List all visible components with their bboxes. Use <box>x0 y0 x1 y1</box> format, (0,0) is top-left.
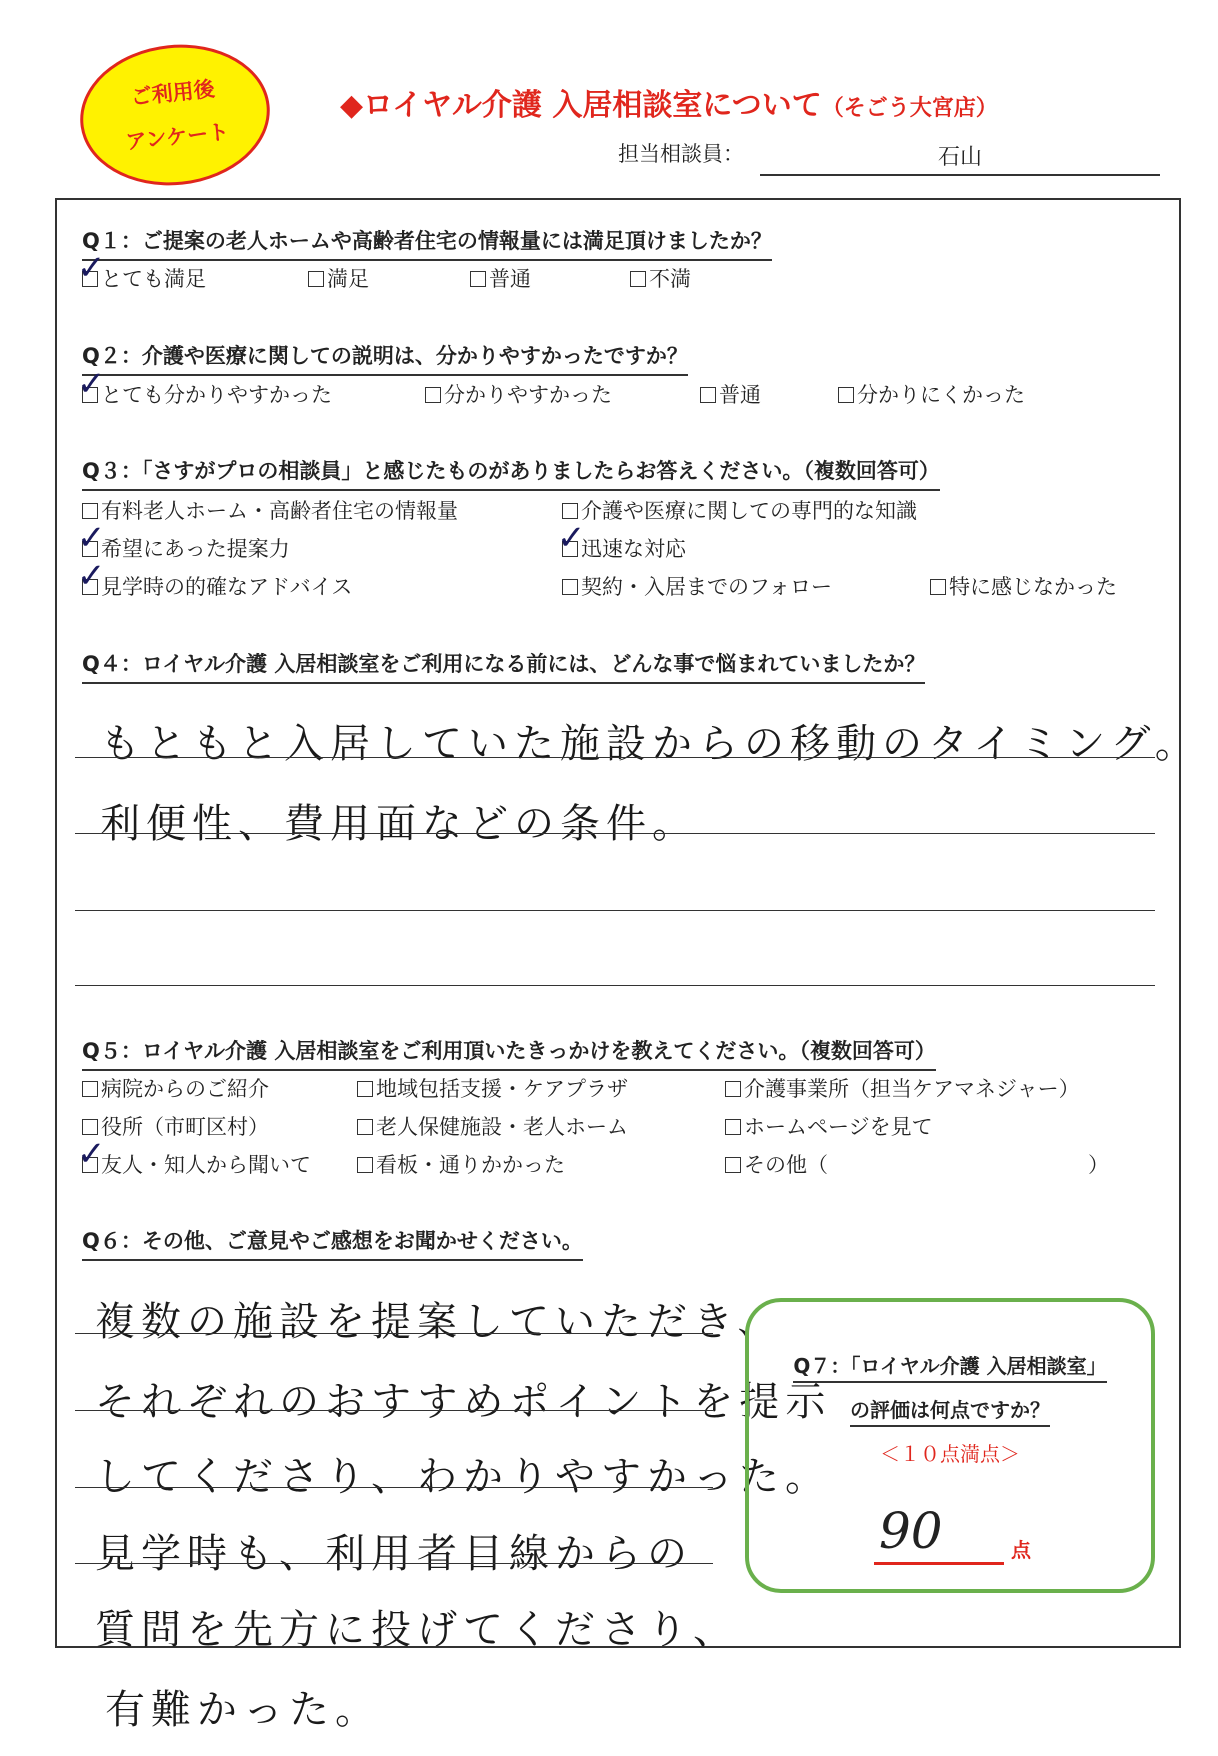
q4-answer-line1: もともと入居していた施設からの移動のタイミング。 <box>100 721 1201 767</box>
q3-option-tour-advice[interactable]: ✓ 見学時の的確なアドバイス <box>77 556 353 599</box>
checkmark-icon: ✓ <box>77 1134 106 1174</box>
q3-option-proposal-ability[interactable]: ✓ 希望にあった提案力 <box>77 518 290 561</box>
checkbox-icon <box>700 387 716 403</box>
checkbox-icon <box>357 1119 373 1135</box>
checkbox-icon <box>838 387 854 403</box>
checkbox-icon <box>77 518 106 558</box>
checkbox-icon <box>77 556 106 596</box>
q5-option-homepage[interactable]: ホームページを見て <box>725 1111 933 1141</box>
checkbox-icon <box>82 503 98 519</box>
q7-rating-box <box>745 1298 1155 1593</box>
q3-option-none[interactable]: 特に感じなかった <box>930 571 1117 601</box>
checkmark-icon: ✓ <box>557 518 586 558</box>
q5-option-hospital[interactable]: 病院からのご紹介 <box>82 1073 269 1103</box>
checkmark-icon: ✓ <box>77 556 106 596</box>
checkbox-icon <box>77 1134 106 1174</box>
staff-underline <box>760 174 1160 176</box>
q2-question: Q２：介護や医療に関しての説明は、分かりやすかったですか？ <box>82 340 688 376</box>
q2-option-very-clear[interactable]: ✓ とても分かりやすかった <box>77 364 332 407</box>
q6-answer-line3: してくださり、わかりやすかった。 <box>95 1454 831 1500</box>
checkbox-icon <box>557 518 586 558</box>
q1-option-satisfied[interactable]: 満足 <box>308 263 369 293</box>
q1-question: Q１：ご提案の老人ホームや高齢者住宅の情報量には満足頂けましたか？ <box>82 225 772 261</box>
badge-line2: アンケート <box>124 119 231 155</box>
q6-answer-rule <box>75 1410 713 1411</box>
q6-answer-line1: 複数の施設を提案していただき、 <box>95 1299 784 1345</box>
q2-option-clear[interactable]: 分かりやすかった <box>425 379 612 409</box>
q4-answer-rule <box>75 910 1155 911</box>
title-main: ◆ロイヤル介護 入居相談室について <box>340 88 822 123</box>
checkbox-icon <box>562 503 578 519</box>
title-sub: （そごう大宮店） <box>821 96 998 121</box>
q6-answer-line4: 見学時も、利用者目線からの <box>95 1531 693 1577</box>
checkbox-icon <box>82 1119 98 1135</box>
q6-answer-rule <box>75 1333 713 1334</box>
badge-line1: ご利用後 <box>129 76 216 110</box>
q5-question: Q５：ロイヤル介護 入居相談室をご利用頂いたきっかけを教えてください。（複数回答可） <box>82 1035 936 1071</box>
q7-question2: の評価は何点ですか？ <box>850 1398 1050 1427</box>
q3-option-follow-up[interactable]: 契約・入居までのフォロー <box>562 571 832 601</box>
checkbox-icon <box>77 364 106 404</box>
q7-scale: ＜１０点満点＞ <box>880 1442 1020 1466</box>
checkbox-icon <box>425 387 441 403</box>
q6-answer-line2: それぞれのおすすめポイントを提示 <box>95 1379 832 1425</box>
q3-question: Q３：「さすがプロの相談員」と感じたものがありましたらお答えください。（複数回答可） <box>82 455 940 491</box>
q5-option-other[interactable]: その他（ <box>725 1149 828 1179</box>
checkbox-icon <box>562 579 578 595</box>
checkbox-icon <box>308 271 324 287</box>
q6-question: Q６：その他、ご意見やご感想をお聞かせください。 <box>82 1225 583 1261</box>
staff-name: 石山 <box>937 145 982 170</box>
checkbox-icon <box>930 579 946 595</box>
q4-answer-rule <box>75 985 1155 986</box>
q3-option-quick-response[interactable]: ✓ 迅速な対応 <box>557 518 686 561</box>
q1-option-dissatisfied[interactable]: 不満 <box>630 263 691 293</box>
q3-option-expert-knowledge[interactable]: 介護や医療に関しての専門的な知識 <box>562 495 917 525</box>
q6-answer-line6: 有難かった。 <box>105 1687 381 1733</box>
q5-option-community-support[interactable]: 地域包括支援・ケアプラザ <box>357 1073 628 1103</box>
q4-question: Q４：ロイヤル介護 入居相談室をご利用になる前には、どんな事で悩まれていましたか？ <box>82 648 925 684</box>
q5-option-elderly-facility[interactable]: 老人保健施設・老人ホーム <box>357 1111 628 1141</box>
checkbox-icon <box>470 271 486 287</box>
checkbox-icon <box>357 1157 373 1173</box>
checkmark-icon: ✓ <box>77 518 106 558</box>
q6-answer-rule <box>75 1487 713 1488</box>
q7-question: Q７：「ロイヤル介護 入居相談室」 <box>793 1354 1106 1383</box>
checkmark-icon: ✓ <box>77 364 106 404</box>
after-use-survey-badge <box>73 35 277 194</box>
q5-option-friend[interactable]: ✓ 友人・知人から聞いて <box>77 1134 311 1177</box>
q5-other-close-paren: ） <box>1088 1153 1109 1177</box>
q4-answer-rule <box>75 757 1155 758</box>
checkbox-icon <box>725 1157 741 1173</box>
checkbox-icon <box>725 1119 741 1135</box>
checkbox-icon <box>77 248 106 288</box>
q7-score-underline <box>874 1562 1004 1565</box>
staff-label: 担当相談員： <box>618 142 744 166</box>
q5-option-signboard[interactable]: 看板・通りかかった <box>357 1149 565 1179</box>
q1-option-very-satisfied[interactable]: ✓ とても満足 <box>77 248 206 291</box>
q2-option-unclear[interactable]: 分かりにくかった <box>838 379 1025 409</box>
q7-score-unit: 点 <box>1011 1538 1031 1562</box>
q7-score: 90 <box>879 1502 943 1560</box>
q5-option-care-office[interactable]: 介護事業所（担当ケアマネジャー） <box>725 1073 1080 1103</box>
checkbox-icon <box>630 271 646 287</box>
q2-option-normal[interactable]: 普通 <box>700 379 761 409</box>
q3-option-info-volume[interactable]: 有料老人ホーム・高齢者住宅の情報量 <box>82 495 458 525</box>
q4-answer-rule <box>75 833 1155 834</box>
checkbox-icon <box>357 1081 373 1097</box>
q4-answer-line2: 利便性、費用面などの条件。 <box>100 801 698 847</box>
checkmark-icon: ✓ <box>77 248 106 288</box>
q6-answer-rule <box>75 1563 713 1564</box>
q6-answer-line5: 質問を先方に投げてくださり、 <box>95 1607 739 1653</box>
page-title <box>340 80 998 124</box>
checkbox-icon <box>82 1081 98 1097</box>
checkbox-icon <box>725 1081 741 1097</box>
q1-option-normal[interactable]: 普通 <box>470 263 531 293</box>
q5-option-government[interactable]: 役所（市町区村） <box>82 1111 269 1141</box>
